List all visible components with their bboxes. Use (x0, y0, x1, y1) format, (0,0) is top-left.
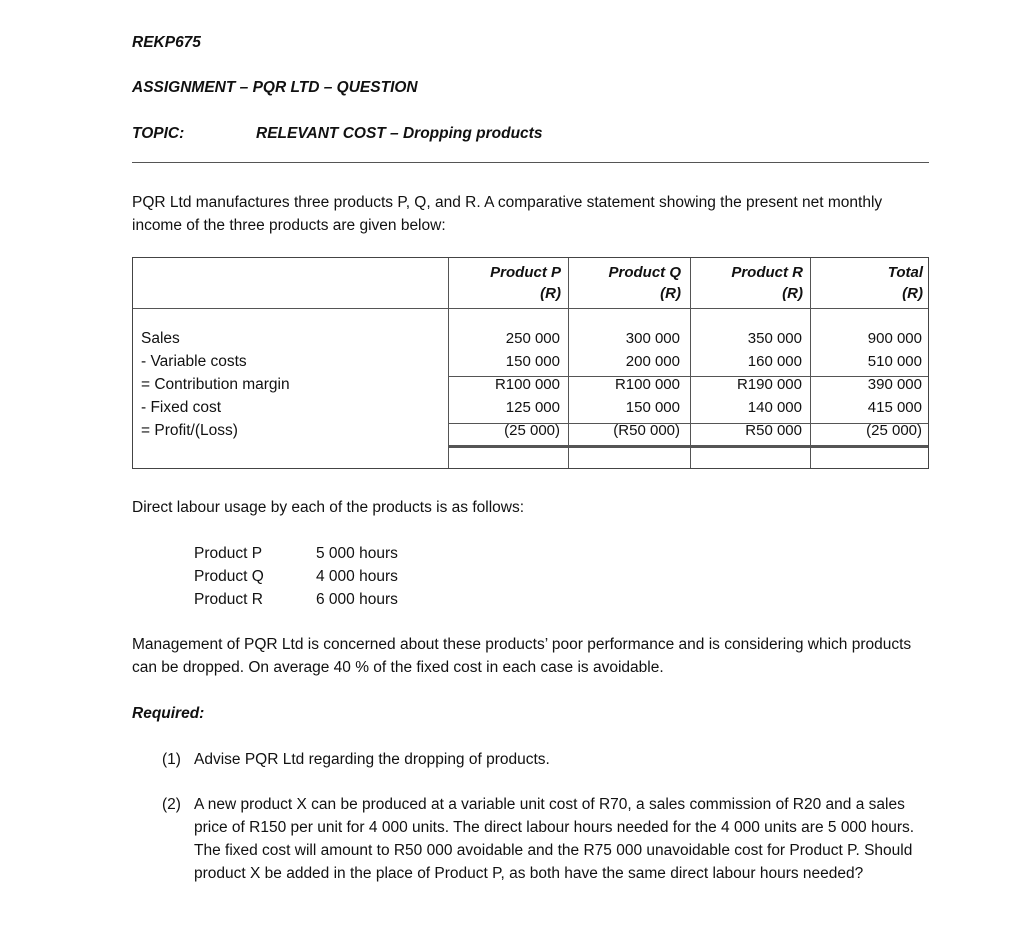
table-cell: 350 000 (747, 330, 802, 347)
course-code: REKP675 (132, 34, 201, 51)
table-cell: 140 000 (747, 399, 802, 416)
row-label: - Variable costs (141, 353, 247, 370)
column-header-total: Total (R) (887, 264, 923, 302)
divider (132, 162, 929, 163)
table-cell: 150 000 (625, 399, 680, 416)
table-cell: 150 000 (505, 353, 560, 370)
table-cell: 415 000 (867, 399, 922, 416)
required-label: Required: (132, 705, 205, 722)
topic-text: RELEVANT COST – Dropping products (256, 125, 543, 142)
table-cell: (25 000) (866, 422, 922, 439)
column-header-q: Product Q (R) (608, 264, 681, 302)
table-cell: 390 000 (867, 376, 922, 393)
row-label: - Fixed cost (141, 399, 222, 416)
table-cell: R50 000 (745, 422, 802, 439)
table-cell: (25 000) (504, 422, 560, 439)
row-label: = Contribution margin (141, 376, 290, 393)
assignment-title: ASSIGNMENT – PQR LTD – QUESTION (132, 79, 418, 96)
table-cell: 510 000 (867, 353, 922, 370)
question-2: (2) A new product X can be produced at a variable unit cost of R70, a sales commission of R20 and a sales price of R150 per unit for 4 000 units. The direct labour hours needed for the 4 000 units are 5 000 hours. The fixed cost will amount to R50 000 avoidable and the R75 000 unavoidable cost for Product P. Should product X be added in the place of Product P, as both have the same direct labour hours needed? (162, 796, 915, 882)
labour-list: Product P 5 000 hours Product Q 4 000 hours Product R 6 000 hours (194, 545, 398, 608)
question-1: (1) Advise PQR Ltd regarding the dropping of products. (162, 751, 550, 768)
row-label: = Profit/(Loss) (141, 422, 238, 439)
management-paragraph: Management of PQR Ltd is concerned about these products’ poor performance and is considering which products can be dropped. On average 40 % of the fixed cost in each case is avoidable. (132, 636, 912, 676)
column-header-p: Product P (R) (490, 264, 561, 302)
table-cell: 160 000 (747, 353, 802, 370)
table-cell: 250 000 (505, 330, 560, 347)
table-cell: R100 000 (494, 376, 560, 393)
intro-paragraph: PQR Ltd manufactures three products P, Q, and R. A comparative statement showing the present net monthly income of the three products are given below: (132, 194, 883, 234)
topic-label: TOPIC: (132, 125, 185, 142)
column-header-r: Product R (R) (731, 264, 803, 302)
table-cell: R100 000 (614, 376, 680, 393)
table-cell: 900 000 (867, 330, 922, 347)
income-statement-table (132, 257, 929, 469)
table-cell: 300 000 (625, 330, 680, 347)
table-cell: R190 000 (736, 376, 802, 393)
row-label: Sales (141, 330, 180, 347)
labour-intro: Direct labour usage by each of the products is as follows: (132, 499, 525, 516)
table-cell: 125 000 (505, 399, 560, 416)
table-cell: 200 000 (625, 353, 680, 370)
table-cell: (R50 000) (613, 422, 680, 439)
